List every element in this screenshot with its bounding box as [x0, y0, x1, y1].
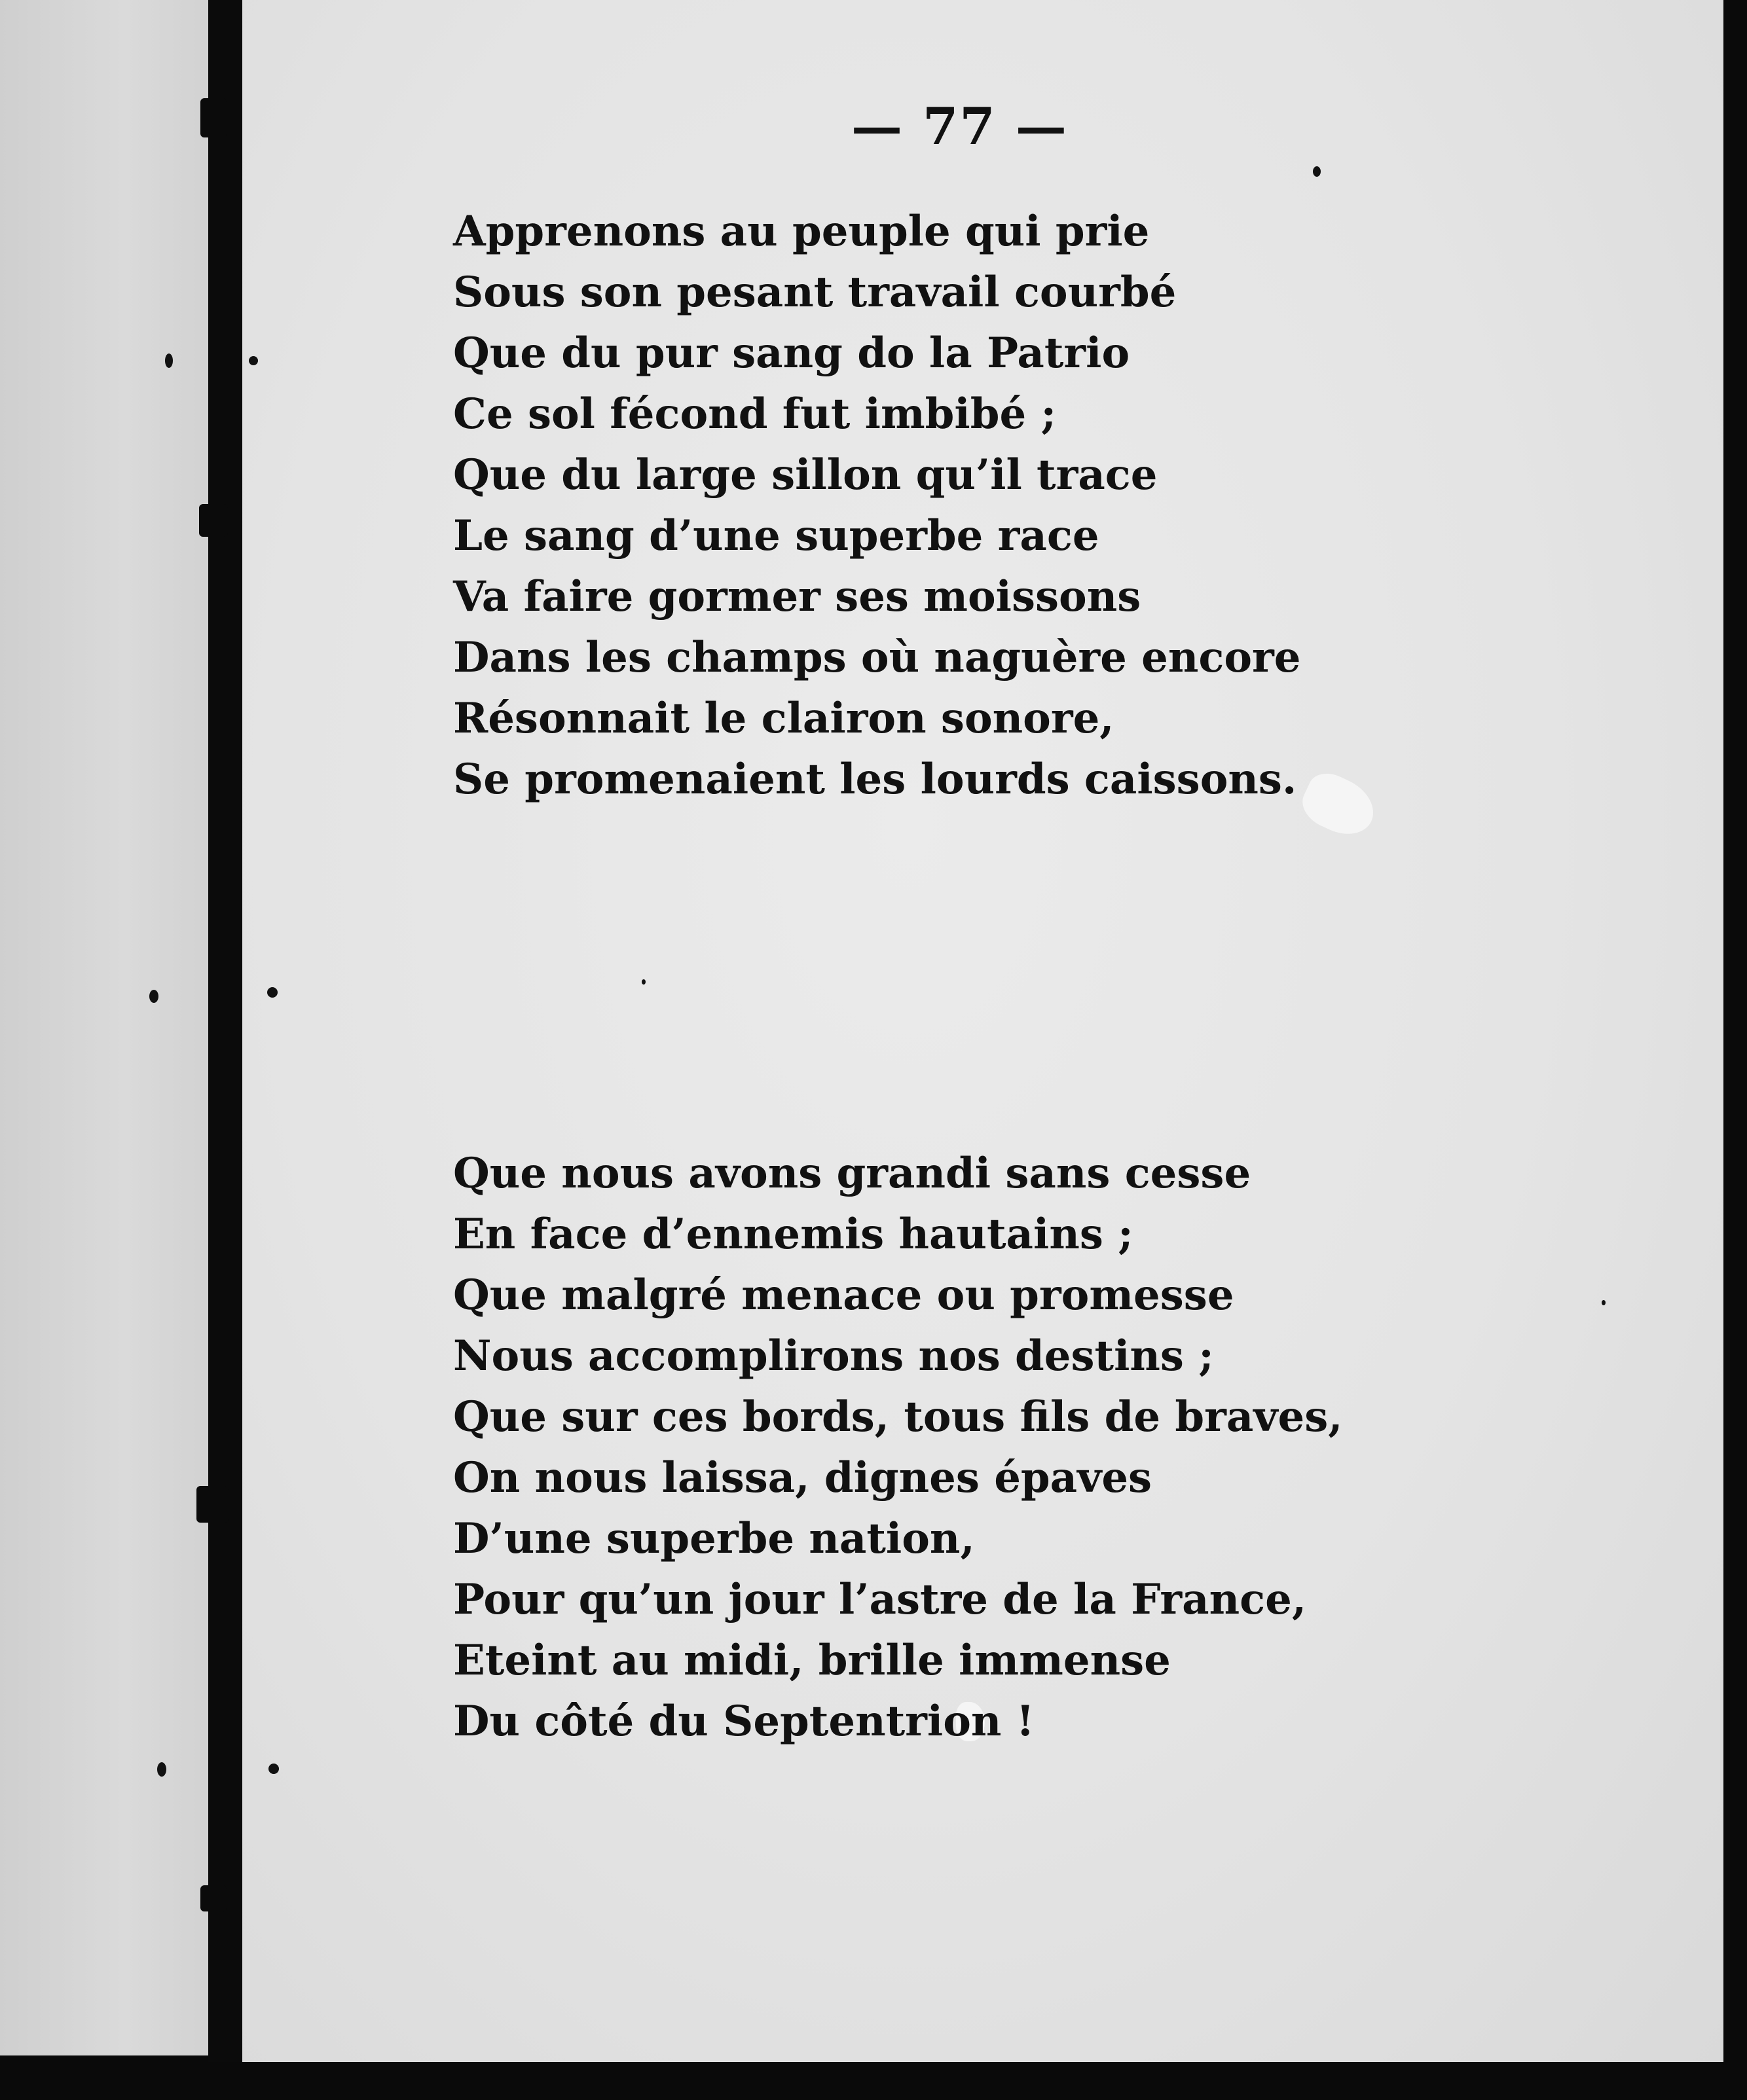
ink-speck [267, 987, 278, 998]
ink-speck [157, 1762, 166, 1777]
poem-stanza-2 [453, 1143, 1343, 1752]
verse-line: Que malgré menace ou promesse [453, 1271, 1234, 1320]
ink-speck [268, 1764, 279, 1774]
ink-speck [1313, 166, 1321, 177]
verse-line: Se promenaient les lourds caissons. [453, 755, 1297, 804]
verse-line: On nous laissa, dignes épaves [453, 1453, 1152, 1502]
ink-speck [149, 990, 158, 1003]
ink-speck [249, 356, 258, 365]
binding-thread-mark [200, 1885, 227, 1911]
facing-page-edge [0, 0, 208, 2055]
binding-thread-mark [196, 1486, 229, 1523]
ink-speck [642, 979, 646, 985]
verse-line: Que du pur sang do la Patrio [453, 329, 1130, 378]
paper-blemish [1295, 767, 1383, 844]
verse-line: Résonnait le clairon sonore, [453, 694, 1114, 743]
book-gutter [208, 0, 242, 2075]
ink-speck [165, 353, 173, 368]
verse-line: Le sang d’une superbe race [453, 511, 1099, 560]
poem-stanza-1 [453, 201, 1300, 810]
verse-line: Que sur ces bords, tous fils de braves, [453, 1392, 1343, 1441]
verse-line: Eteint au midi, brille immense [453, 1636, 1171, 1685]
binding-thread-mark [199, 504, 228, 537]
page-number: — 77 — [851, 97, 1068, 156]
ink-speck [1602, 1300, 1606, 1305]
verse-line: D’une superbe nation, [453, 1514, 975, 1563]
verse-line: Du côté du Septentrion ! [453, 1697, 1035, 1746]
verse-line: Sous son pesant travail courbé [453, 268, 1177, 317]
verse-line: Ce sol fécond fut imbibé ; [453, 389, 1057, 439]
verse-line: Apprenons au peuple qui prie [453, 207, 1150, 256]
verse-line: Que nous avons grandi sans cesse [453, 1149, 1251, 1198]
verse-line: Que du large sillon qu’il trace [453, 450, 1158, 499]
verse-line: Nous accomplirons nos destins ; [453, 1331, 1214, 1381]
binding-thread-mark [200, 98, 227, 137]
verse-line: Pour qu’un jour l’astre de la France, [453, 1575, 1307, 1624]
verse-line: En face d’ennemis hautains ; [453, 1210, 1133, 1259]
verse-line: Va faire gormer ses moissons [453, 572, 1141, 621]
verse-line: Dans les champs où naguère encore [453, 633, 1301, 682]
scan-border-bottom [0, 2062, 1747, 2100]
scan-border-right [1723, 0, 1747, 2100]
